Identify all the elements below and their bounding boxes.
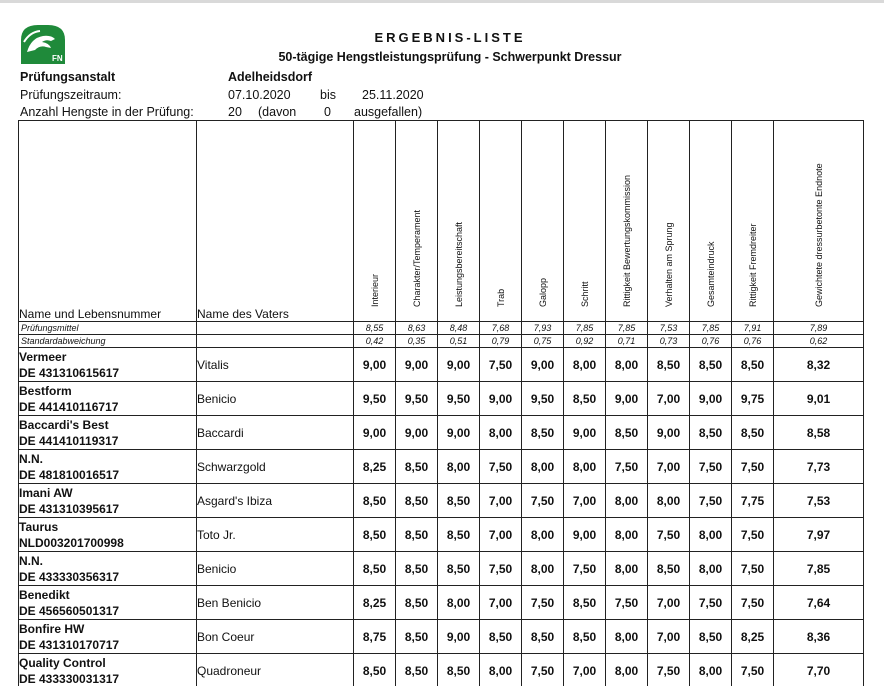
stdabw-value: 0,92 (564, 335, 606, 348)
sire-name: Asgard's Ibiza (197, 484, 354, 518)
col-header-rittigkeit-kommission: Rittigkeit Bewertungskommission (606, 121, 648, 322)
score-cell: 8,00 (522, 552, 564, 586)
horse-name-cell (19, 586, 197, 620)
zeitraum-to: 25.11.2020 (362, 88, 424, 102)
score-cell: 9,00 (522, 348, 564, 382)
score-cell: 7,50 (522, 654, 564, 686)
table-row (19, 348, 864, 382)
sire-name: Vitalis (197, 348, 354, 382)
results-table (18, 120, 864, 686)
final-score-cell: 7,64 (774, 586, 864, 620)
stdabw-value: 0,76 (690, 335, 732, 348)
score-cell: 7,50 (522, 586, 564, 620)
stdabw-value: 0,76 (732, 335, 774, 348)
score-cell: 7,50 (480, 348, 522, 382)
final-score-cell: 7,53 (774, 484, 864, 518)
score-cell: 8,00 (606, 620, 648, 654)
final-score-cell: 8,58 (774, 416, 864, 450)
table-row (19, 552, 864, 586)
mittel-value: 8,55 (354, 322, 396, 335)
table-row (19, 484, 864, 518)
score-cell: 8,50 (564, 586, 606, 620)
score-cell: 9,50 (396, 382, 438, 416)
header-row (19, 121, 864, 322)
col-header-name: Name und Lebensnummer (19, 121, 197, 322)
final-score-cell: 7,70 (774, 654, 864, 686)
ausgefallen-label: ausgefallen) (354, 105, 423, 119)
score-cell: 7,50 (690, 586, 732, 620)
col-header-interieur: Interieur (354, 121, 396, 322)
score-cell: 8,50 (354, 552, 396, 586)
score-cell: 9,50 (438, 382, 480, 416)
horse-id: DE 441410116717 (19, 399, 119, 414)
score-cell: 8,50 (690, 416, 732, 450)
fn-logo-icon (18, 22, 68, 66)
sire-name: Baccardi (197, 416, 354, 450)
score-cell: 7,75 (732, 484, 774, 518)
horse-name: Quality Control (19, 655, 106, 670)
score-cell: 9,00 (480, 382, 522, 416)
score-cell: 8,50 (732, 348, 774, 382)
sire-name: Bon Coeur (197, 620, 354, 654)
score-cell: 8,00 (564, 348, 606, 382)
standardabweichung-row (19, 335, 864, 348)
zeitraum-label: Prüfungszeitraum: (20, 88, 122, 102)
score-cell: 7,50 (732, 586, 774, 620)
score-cell: 9,75 (732, 382, 774, 416)
col-header-leistungsbereitschaft: Leistungsbereitschaft (438, 121, 480, 322)
anstalt-label: Prüfungsanstalt (20, 70, 116, 84)
score-cell: 8,00 (438, 450, 480, 484)
horse-name-cell (19, 382, 197, 416)
score-cell: 8,75 (354, 620, 396, 654)
stdabw-value: 0,73 (648, 335, 690, 348)
score-cell: 7,50 (648, 654, 690, 686)
mittel-label: Prüfungsmittel (19, 322, 197, 335)
score-cell: 8,50 (690, 620, 732, 654)
horse-id: DE 431310615617 (19, 365, 120, 380)
score-cell: 8,00 (606, 654, 648, 686)
mittel-value: 7,85 (564, 322, 606, 335)
score-cell: 8,00 (690, 518, 732, 552)
horse-name: Imani AW (19, 485, 73, 500)
score-cell: 7,00 (480, 586, 522, 620)
score-cell: 8,00 (606, 552, 648, 586)
horse-name-cell (19, 654, 197, 686)
score-cell: 8,50 (396, 518, 438, 552)
top-border (0, 0, 884, 3)
horse-name: Benedikt (19, 587, 70, 602)
score-cell: 9,00 (396, 348, 438, 382)
score-cell: 8,50 (354, 484, 396, 518)
score-cell: 8,50 (354, 654, 396, 686)
horse-id: DE 441410119317 (19, 433, 119, 448)
col-header-galopp: Galopp (522, 121, 564, 322)
horse-name: Taurus (19, 519, 59, 534)
score-cell: 9,00 (564, 518, 606, 552)
score-cell: 8,00 (438, 586, 480, 620)
horse-name-cell (19, 450, 197, 484)
score-cell: 7,50 (480, 552, 522, 586)
col-header-charakter: Charakter/Temperament (396, 121, 438, 322)
score-cell: 7,50 (732, 654, 774, 686)
score-cell: 9,00 (396, 416, 438, 450)
score-cell: 8,00 (522, 518, 564, 552)
score-cell: 8,50 (396, 586, 438, 620)
final-score-cell: 7,73 (774, 450, 864, 484)
page-subtitle: 50-tägige Hengstleistungsprüfung - Schwerpunkt Dressur (278, 50, 622, 64)
col-header-rittigkeit-fremdreiter: Rittigkeit Fremdreiter (732, 121, 774, 322)
score-cell: 8,00 (606, 348, 648, 382)
score-cell: 8,50 (648, 348, 690, 382)
mittel-value: 8,48 (438, 322, 480, 335)
horse-name-cell (19, 348, 197, 382)
sire-name: Quadroneur (197, 654, 354, 686)
stdabw-label: Standardabweichung (19, 335, 197, 348)
anzahl-value: 20 (228, 105, 242, 119)
score-cell: 9,00 (606, 382, 648, 416)
mittel-value: 7,53 (648, 322, 690, 335)
horse-id: DE 431310395617 (19, 501, 120, 516)
table-row (19, 382, 864, 416)
table-row (19, 620, 864, 654)
table-row (19, 654, 864, 686)
horse-id: NLD003201700998 (19, 535, 124, 550)
score-cell: 8,25 (732, 620, 774, 654)
score-cell: 8,50 (438, 484, 480, 518)
davon-label: (davon (258, 105, 297, 119)
horse-id: DE 456560501317 (19, 603, 120, 618)
score-cell: 8,25 (354, 586, 396, 620)
score-cell: 8,50 (648, 552, 690, 586)
score-cell: 7,50 (564, 552, 606, 586)
horse-name: N.N. (19, 553, 43, 568)
score-cell: 8,00 (480, 416, 522, 450)
final-score-cell: 9,01 (774, 382, 864, 416)
sire-name: Toto Jr. (197, 518, 354, 552)
zeitraum-bis: bis (320, 88, 336, 102)
horse-name-cell (19, 620, 197, 654)
score-cell: 9,00 (438, 348, 480, 382)
score-cell: 7,50 (690, 484, 732, 518)
table-row (19, 586, 864, 620)
score-cell: 7,50 (732, 518, 774, 552)
score-cell: 7,00 (480, 518, 522, 552)
score-cell: 9,00 (438, 620, 480, 654)
score-cell: 8,50 (354, 518, 396, 552)
score-cell: 7,00 (648, 382, 690, 416)
score-cell: 7,50 (690, 450, 732, 484)
score-cell: 8,25 (354, 450, 396, 484)
col-header-sire: Name des Vaters (197, 121, 354, 322)
score-cell: 8,00 (606, 518, 648, 552)
score-cell: 8,50 (606, 416, 648, 450)
score-cell: 8,50 (396, 620, 438, 654)
score-cell: 9,00 (648, 416, 690, 450)
score-cell: 8,50 (564, 382, 606, 416)
mittel-value: 7,85 (690, 322, 732, 335)
stdabw-value: 0,75 (522, 335, 564, 348)
final-score-cell: 7,85 (774, 552, 864, 586)
score-cell: 8,50 (438, 552, 480, 586)
score-cell: 7,50 (732, 450, 774, 484)
col-header-endnote: Gewichtete dressurbetonte Endnote (774, 121, 864, 322)
sire-name: Schwarzgold (197, 450, 354, 484)
table-row (19, 450, 864, 484)
horse-name: N.N. (19, 451, 43, 466)
score-cell: 8,50 (438, 518, 480, 552)
score-cell: 8,50 (480, 620, 522, 654)
score-cell: 8,00 (522, 450, 564, 484)
anzahl-label: Anzahl Hengste in der Prüfung: (20, 105, 194, 119)
score-cell: 7,50 (522, 484, 564, 518)
score-cell: 8,50 (396, 552, 438, 586)
table-row (19, 518, 864, 552)
score-cell: 7,00 (564, 654, 606, 686)
horse-name-cell (19, 518, 197, 552)
score-cell: 9,00 (354, 416, 396, 450)
mittel-value: 7,89 (774, 322, 864, 335)
score-cell: 7,00 (648, 450, 690, 484)
mittel-value: 7,93 (522, 322, 564, 335)
score-cell: 8,50 (732, 416, 774, 450)
horse-id: DE 433330356317 (19, 569, 120, 584)
final-score-cell: 7,97 (774, 518, 864, 552)
horse-name: Bonfire HW (19, 621, 85, 636)
horse-name: Vermeer (19, 349, 67, 364)
stdabw-value: 0,51 (438, 335, 480, 348)
score-cell: 7,00 (648, 620, 690, 654)
score-cell: 8,00 (480, 654, 522, 686)
score-cell: 8,00 (606, 484, 648, 518)
score-cell: 8,00 (690, 654, 732, 686)
sire-name: Benicio (197, 382, 354, 416)
score-cell: 8,00 (648, 484, 690, 518)
score-cell: 8,50 (522, 416, 564, 450)
col-header-schritt: Schritt (564, 121, 606, 322)
stdabw-value: 0,42 (354, 335, 396, 348)
score-cell: 9,00 (354, 348, 396, 382)
final-score-cell: 8,36 (774, 620, 864, 654)
score-cell: 7,50 (732, 552, 774, 586)
horse-id: DE 431310170717 (19, 637, 120, 652)
score-cell: 8,50 (564, 620, 606, 654)
horse-name-cell (19, 552, 197, 586)
page-title: ERGEBNIS-LISTE (374, 30, 526, 45)
davon-value: 0 (324, 105, 331, 119)
score-cell: 8,50 (690, 348, 732, 382)
mittel-value: 7,85 (606, 322, 648, 335)
logo-text: FN (52, 54, 63, 63)
horse-name: Baccardi's Best (19, 417, 109, 432)
score-cell: 9,50 (354, 382, 396, 416)
stdabw-value: 0,35 (396, 335, 438, 348)
score-cell: 7,50 (648, 518, 690, 552)
stdabw-value: 0,71 (606, 335, 648, 348)
score-cell: 8,50 (396, 484, 438, 518)
horse-name: Bestform (19, 383, 72, 398)
score-cell: 8,50 (396, 654, 438, 686)
score-cell: 8,50 (522, 620, 564, 654)
score-cell: 7,50 (480, 450, 522, 484)
score-cell: 7,50 (606, 450, 648, 484)
horse-id: DE 481810016517 (19, 467, 120, 482)
horse-id: DE 433330031317 (19, 671, 120, 686)
table-row (19, 416, 864, 450)
score-cell: 7,00 (648, 586, 690, 620)
score-cell: 8,00 (564, 450, 606, 484)
score-cell: 8,50 (396, 450, 438, 484)
sire-name: Benicio (197, 552, 354, 586)
score-cell: 7,00 (564, 484, 606, 518)
horse-name-cell (19, 416, 197, 450)
pruefungsmittel-row (19, 322, 864, 335)
score-cell: 9,00 (690, 382, 732, 416)
col-header-gesamteindruck: Gesamteindruck (690, 121, 732, 322)
sire-name: Ben Benicio (197, 586, 354, 620)
mittel-value: 7,68 (480, 322, 522, 335)
score-cell: 9,00 (564, 416, 606, 450)
anstalt-value: Adelheidsdorf (228, 70, 313, 84)
score-cell: 7,00 (480, 484, 522, 518)
col-header-trab: Trab (480, 121, 522, 322)
score-cell: 9,50 (522, 382, 564, 416)
stdabw-value: 0,79 (480, 335, 522, 348)
zeitraum-from: 07.10.2020 (228, 88, 291, 102)
stdabw-value: 0,62 (774, 335, 864, 348)
mittel-value: 7,91 (732, 322, 774, 335)
mittel-value: 8,63 (396, 322, 438, 335)
score-cell: 8,50 (438, 654, 480, 686)
score-cell: 8,00 (690, 552, 732, 586)
score-cell: 7,50 (606, 586, 648, 620)
col-header-verhalten-sprung: Verhalten am Sprung (648, 121, 690, 322)
horse-name-cell (19, 484, 197, 518)
score-cell: 9,00 (438, 416, 480, 450)
final-score-cell: 8,32 (774, 348, 864, 382)
